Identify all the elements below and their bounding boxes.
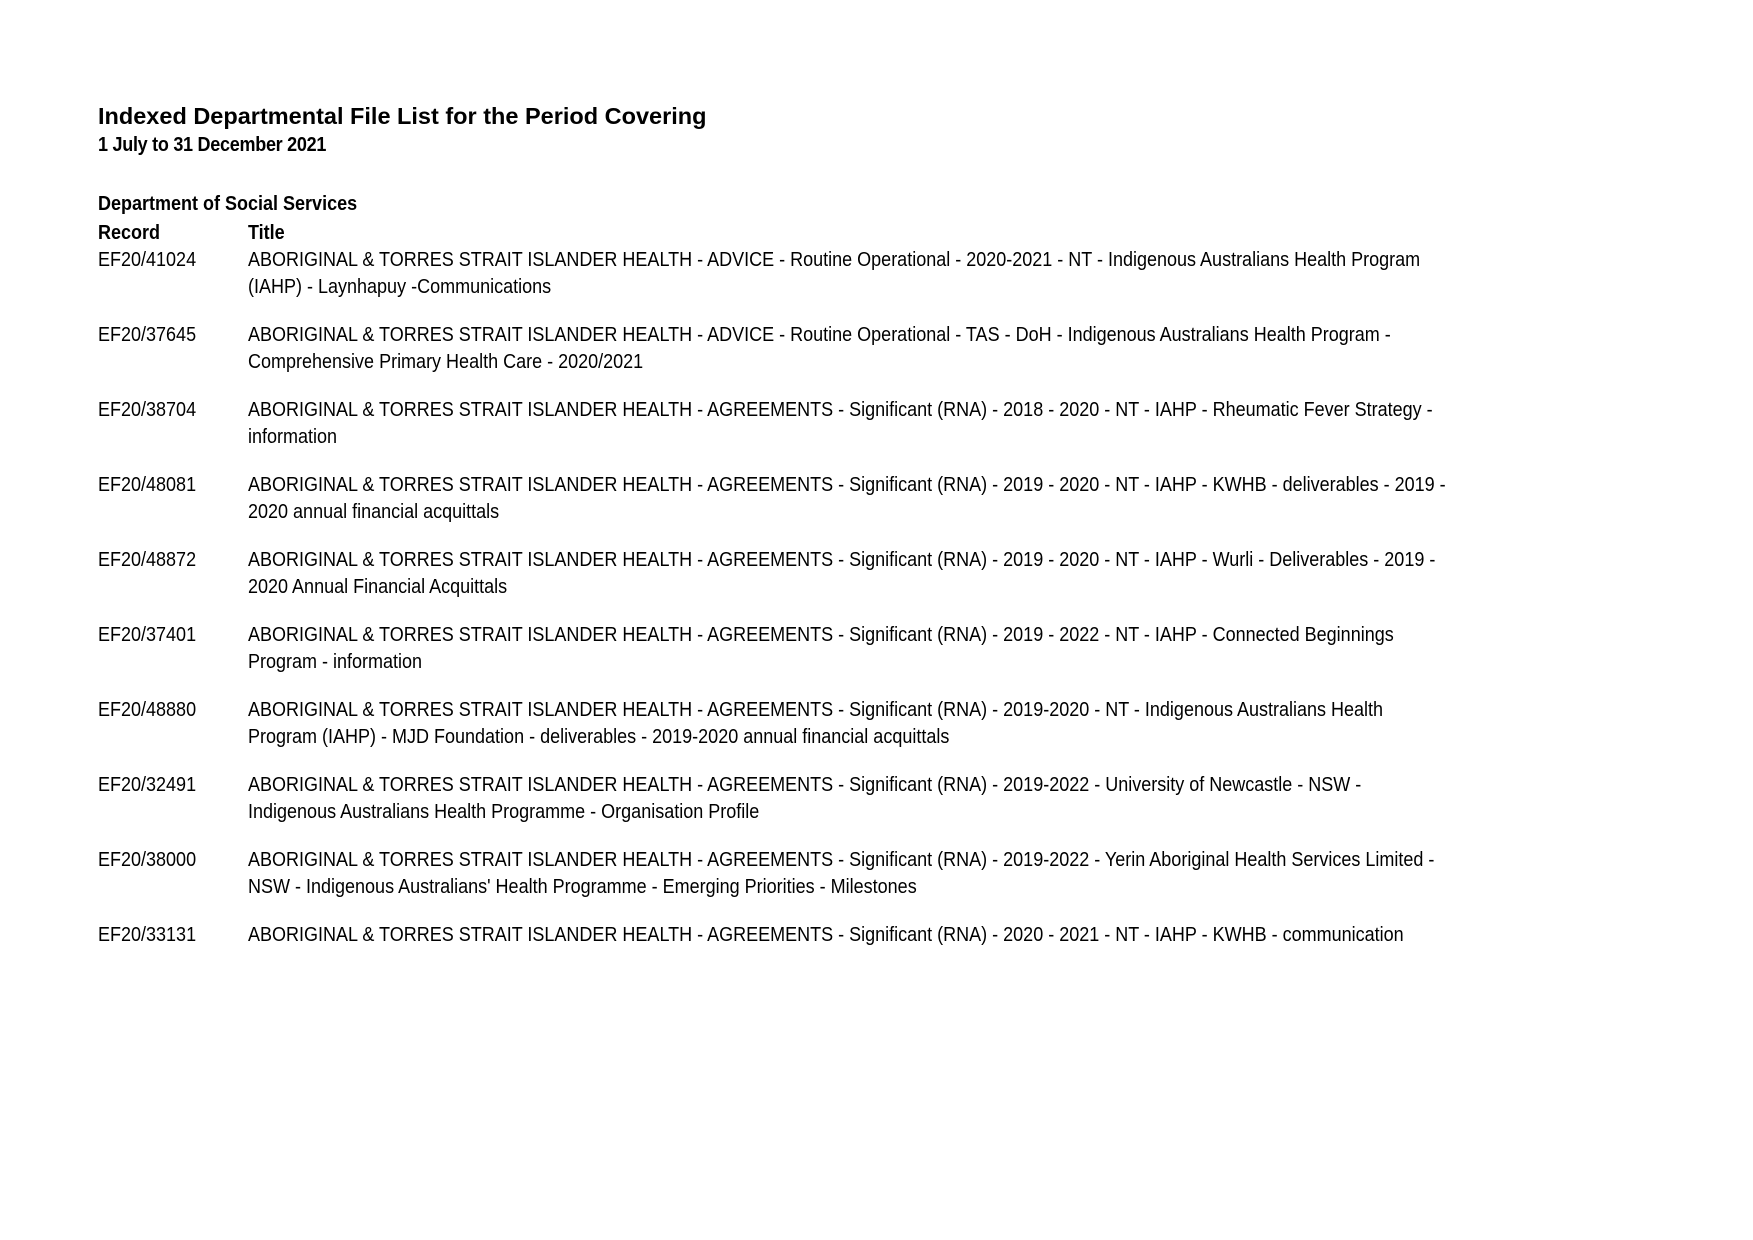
record-title-line: ABORIGINAL & TORRES STRAIT ISLANDER HEALTH - ADVICE - Routine Operational - TAS - DoH - Indigenous Australians Health Program - [248,324,1391,346]
table-row [98,922,1698,997]
record-number: EF20/38704 [98,399,197,421]
record-title [248,922,1418,949]
table-row [98,247,1698,322]
record-title [248,322,1418,376]
record-title-line: 2020 Annual Financial Acquittals [248,576,508,598]
record-title-line: ABORIGINAL & TORRES STRAIT ISLANDER HEALTH - AGREEMENTS - Significant (RNA) - 2018 - 2020 - NT - IAHP - Rheumatic Fever Strategy - [248,399,1433,421]
record-number: EF20/41024 [98,249,197,271]
record-title-line: 2020 annual financial acquittals [248,501,500,523]
record-title-line: ABORIGINAL & TORRES STRAIT ISLANDER HEALTH - AGREEMENTS - Significant (RNA) - 2020 - 2021 - NT - IAHP - KWHB - communication [248,924,1404,946]
record-title-line: ABORIGINAL & TORRES STRAIT ISLANDER HEALTH - AGREEMENTS - Significant (RNA) - 2019-2022 - Yerin Aboriginal Health Services Limited - [248,849,1435,871]
table-header [98,220,1698,247]
department-heading: Department of Social Services [98,193,358,215]
table-row [98,397,1698,472]
record-title-line: (IAHP) - Laynhapuy -Communications [248,276,552,298]
record-title-line: NSW - Indigenous Australians' Health Programme - Emerging Priorities - Milestones [248,876,917,898]
document-title: Indexed Departmental File List for the Period Covering [98,103,707,129]
record-number: EF20/48872 [98,549,197,571]
record-title-line: ABORIGINAL & TORRES STRAIT ISLANDER HEALTH - AGREEMENTS - Significant (RNA) - 2019 - 2020 - NT - IAHP - KWHB - deliverables - 2019 - [248,474,1446,496]
record-title-line: ABORIGINAL & TORRES STRAIT ISLANDER HEALTH - ADVICE - Routine Operational - 2020-2021 - NT - Indigenous Australians Health Program [248,249,1421,271]
record-title-line: Comprehensive Primary Health Care - 2020/2021 [248,351,644,373]
table-row [98,547,1698,622]
records-list [98,247,1698,997]
document-period: 1 July to 31 December 2021 [98,134,327,156]
record-title-line: ABORIGINAL & TORRES STRAIT ISLANDER HEALTH - AGREEMENTS - Significant (RNA) - 2019 - 2022 - NT - IAHP - Connected Beginnings [248,624,1394,646]
record-title-line: information [248,426,338,448]
record-title-line: ABORIGINAL & TORRES STRAIT ISLANDER HEALTH - AGREEMENTS - Significant (RNA) - 2019-2020 - NT - Indigenous Australians Health [248,699,1384,721]
record-number: EF20/37645 [98,324,197,346]
record-title-line: Indigenous Australians Health Programme - Organisation Profile [248,801,760,823]
record-title [248,547,1436,601]
record-title [248,472,1446,526]
record-title-line: Program (IAHP) - MJD Foundation - deliverables - 2019-2020 annual financial acquittals [248,726,950,748]
record-title-line: ABORIGINAL & TORRES STRAIT ISLANDER HEALTH - AGREEMENTS - Significant (RNA) - 2019 - 2020 - NT - IAHP - Wurli - Deliverables - 2019 - [248,549,1436,571]
record-title-line: Program - information [248,651,423,673]
record-title [248,247,1421,301]
record-number: EF20/38000 [98,849,197,871]
record-title [248,772,1418,826]
record-title-line: ABORIGINAL & TORRES STRAIT ISLANDER HEALTH - AGREEMENTS - Significant (RNA) - 2019-2022 - University of Newcastle - NSW - [248,774,1362,796]
table-row [98,772,1698,847]
table-row [98,622,1698,697]
record-title [248,847,1435,901]
table-row [98,322,1698,397]
table-row [98,472,1698,547]
record-number: EF20/32491 [98,774,197,796]
column-header-title: Title [248,222,285,244]
record-number: EF20/37401 [98,624,197,646]
record-title [248,697,1418,751]
column-header-record: Record [98,222,161,244]
record-number: EF20/33131 [98,924,197,946]
record-number: EF20/48081 [98,474,197,496]
table-row [98,847,1698,922]
record-number: EF20/48880 [98,699,197,721]
record-title [248,397,1433,451]
record-title [248,622,1418,676]
table-row [98,697,1698,772]
